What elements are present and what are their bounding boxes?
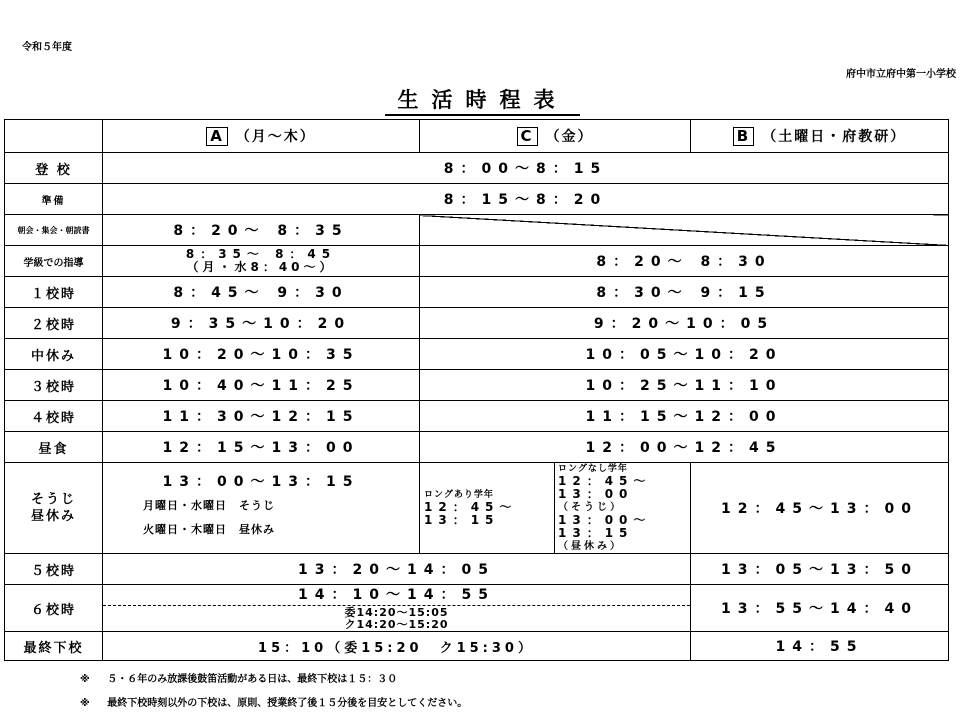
souji-c-short-t3: （そうじ）: [558, 502, 623, 513]
note-1: [80, 670, 397, 685]
fiscal-year: 令和５年度: [22, 42, 72, 53]
row-gakkyu: [5, 246, 949, 277]
row-label-period-5: ５校時: [5, 554, 103, 585]
time-period-1-a: 8：45～ 9：30: [103, 277, 420, 308]
row-period-2: [5, 308, 949, 339]
souji-c-long-cell: [420, 463, 555, 554]
row-period-6: [5, 585, 949, 632]
column-b-header: [691, 120, 949, 153]
note-1-text: ５・６年のみ放課後鼓笛活動がある日は、最終下校は１５：３０: [107, 674, 398, 685]
column-b-label: （土曜日・府教研）: [762, 129, 907, 145]
time-period-1-cb: 8：30～ 9：15: [420, 277, 949, 308]
column-b-letter: B: [733, 127, 754, 146]
row-period-3: [5, 370, 949, 401]
souji-c-short-t4: 13：00～: [558, 513, 652, 527]
period-6-ac-cell: [103, 585, 691, 632]
column-c-header: [420, 120, 691, 153]
row-label-gakkyu: 学級での指導: [5, 246, 103, 277]
souji-c-short-head: ロングなし学年: [558, 464, 628, 474]
time-lunch-cb: 12：00～12：45: [420, 432, 949, 463]
time-toko: 8：00～8：15: [103, 153, 949, 184]
souji-c-long-head: ロングあり学年: [424, 489, 494, 500]
row-last-dismissal: [5, 632, 949, 661]
time-period-6-ac: 14：10～14：55: [298, 587, 495, 603]
souji-a-line-2: 火曜日・木曜日 昼休み: [143, 523, 275, 536]
souji-c-short-t6: （昼休み）: [558, 541, 623, 552]
time-naka-yasumi-a: 10：20～10：35: [103, 339, 420, 370]
school-name: 府中市立府中第一小学校: [846, 69, 956, 80]
note-2: [80, 694, 467, 709]
column-a-header: [103, 120, 420, 153]
row-label-souji-1: そうじ: [30, 492, 76, 507]
header-blank: [5, 120, 103, 153]
time-lunch-a: 12：15～13：00: [103, 432, 420, 463]
row-label-last-dismissal: 最終下校: [5, 632, 103, 661]
row-label-souji-2: 昼休み: [30, 509, 76, 524]
time-naka-yasumi-cb: 10：05～10：20: [420, 339, 949, 370]
row-period-5: [5, 554, 949, 585]
row-label-lunch: 昼食: [5, 432, 103, 463]
row-label-souji: [5, 463, 103, 554]
row-chorei: [5, 215, 949, 246]
row-label-period-1: １校時: [5, 277, 103, 308]
time-last-dismissal-ac: 15：10（委15:20 ク15:30）: [103, 632, 691, 661]
row-souji: [5, 463, 949, 554]
row-label-period-2: ２校時: [5, 308, 103, 339]
note-2-mark: ※: [80, 698, 90, 709]
row-label-toko: 登 校: [5, 153, 103, 184]
time-souji-a: 13：00～13：15: [162, 474, 360, 490]
row-toko: [5, 153, 949, 184]
time-period-2-cb: 9：20～10：05: [420, 308, 949, 339]
column-c-letter: C: [517, 127, 538, 146]
time-period-5-ac: 13：20～14：05: [103, 554, 691, 585]
souji-c-short-t5: 13：15: [558, 526, 634, 540]
column-a-label: （月～木）: [235, 129, 316, 145]
column-a-letter: A: [206, 127, 228, 146]
note-1-mark: ※: [80, 674, 90, 685]
page-title: 生活時程表: [385, 88, 580, 116]
time-chorei-a: 8：20～ 8：35: [103, 215, 420, 246]
row-period-4: [5, 401, 949, 432]
time-gakkyu-a: [103, 246, 420, 277]
row-lunch: [5, 432, 949, 463]
time-period-5-b: 13：05～13：50: [691, 554, 949, 585]
time-junbi: 8：15～8：20: [103, 184, 949, 215]
row-label-period-3: ３校時: [5, 370, 103, 401]
souji-c-long-t2: 13：15: [424, 512, 500, 527]
schedule-table: [4, 119, 949, 661]
time-period-3-cb: 10：25～11：10: [420, 370, 949, 401]
time-period-4-a: 11：30～12：15: [103, 401, 420, 432]
souji-c-short-cell: [555, 463, 691, 554]
time-period-6-b: 13：55～14：40: [691, 585, 949, 632]
row-junbi: [5, 184, 949, 215]
row-label-naka-yasumi: 中休み: [5, 339, 103, 370]
note-2-text: 最終下校時刻以外の下校は、原則、授業終了後１５分後を目安としてください。: [107, 698, 468, 709]
row-period-1: [5, 277, 949, 308]
diagonal-empty-cell: [420, 215, 949, 246]
period-6-ac-committee: 委14:20～15:05: [103, 605, 690, 619]
souji-a-line-1: 月曜日・水曜日 そうじ: [143, 499, 275, 512]
souji-c-short-t2: 13：00: [558, 487, 634, 501]
time-period-2-a: 9：35～10：20: [103, 308, 420, 339]
time-souji-b: 12：45～13：00: [691, 463, 949, 554]
time-gakkyu-a-note: （月・水8：40～）: [186, 260, 336, 274]
time-last-dismissal-b: 14：55: [691, 632, 949, 661]
row-label-period-4: ４校時: [5, 401, 103, 432]
column-c-label: （金）: [545, 129, 594, 145]
period-6-ac-club: ク14:20～15:20: [344, 618, 449, 631]
time-period-4-cb: 11：15～12：00: [420, 401, 949, 432]
time-period-3-a: 10：40～11：25: [103, 370, 420, 401]
souji-c-long-t1: 12：45～: [424, 499, 518, 514]
souji-a-cell: [103, 463, 420, 554]
row-label-junbi: 準備: [5, 184, 103, 215]
header-row: [5, 120, 949, 153]
time-gakkyu-cb: 8：20～ 8：30: [420, 246, 949, 277]
row-naka-yasumi: [5, 339, 949, 370]
souji-c-short-t1: 12：45～: [558, 474, 652, 488]
time-gakkyu-a-main: 8：35～ 8：45: [185, 247, 337, 261]
row-label-chorei: 朝会・集会・朝読書: [5, 215, 103, 246]
row-label-period-6: ６校時: [5, 585, 103, 632]
